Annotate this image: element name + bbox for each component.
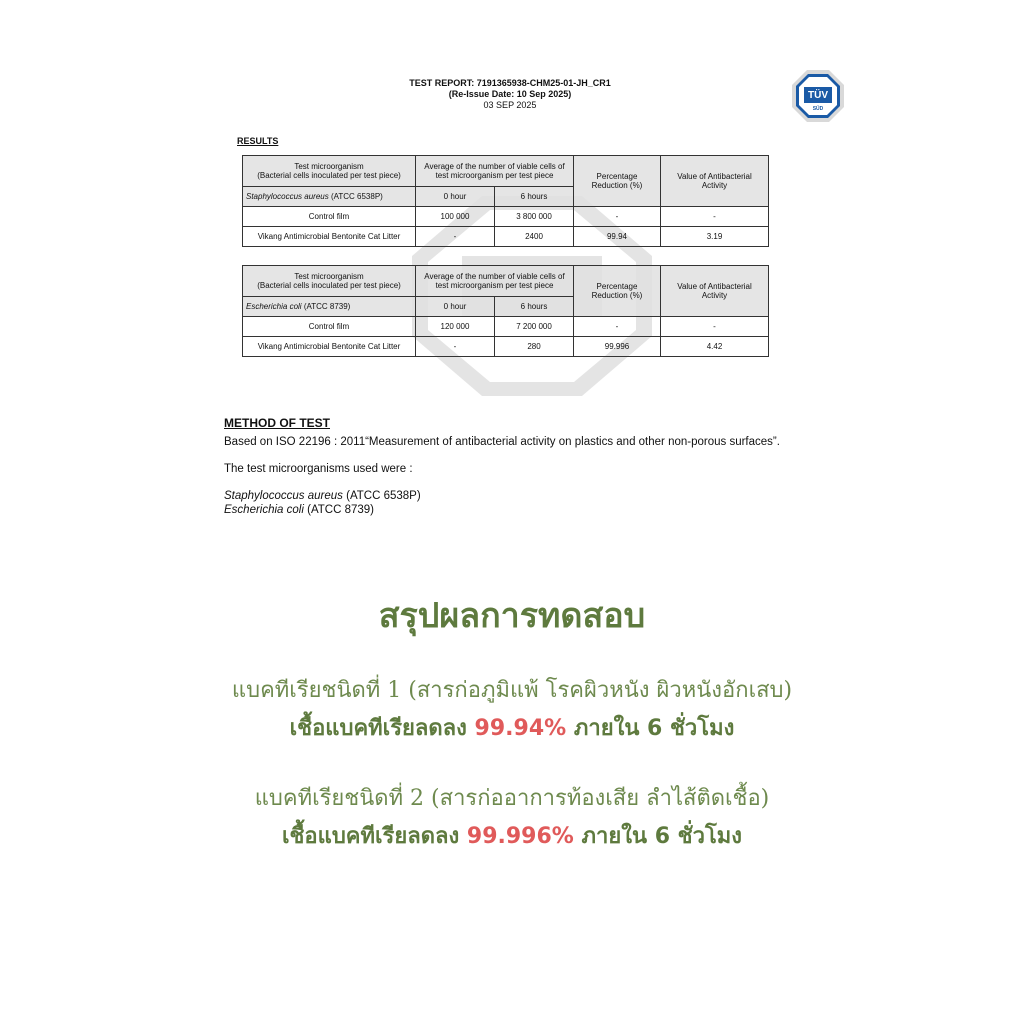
results-label: RESULTS [237, 136, 279, 146]
header-percentage: Percentage Reduction (%) [574, 266, 661, 317]
method-used-intro: The test microorganisms used were : [224, 463, 413, 475]
method-basis: Based on ISO 22196 : 2011“Measurement of antibacterial activity on plastics and other non-porous surfaces”. [224, 436, 780, 448]
header-microorganism: Test microorganism (Bacterial cells inoculated per test piece) [243, 156, 416, 187]
results-table-2 [242, 265, 769, 357]
header-0-hour: 0 hour [416, 187, 495, 207]
report-number: TEST REPORT: 7191365938-CHM25-01-JH_CR1 [409, 78, 611, 88]
bacteria-1-description: แบคทีเรียชนิดที่ 1 (สารก่อภูมิแพ้ โรคผิวหนัง ผิวหนังอักเสบ) [231, 678, 793, 703]
bacteria-1-result: เชื้อแบคทีเรียลดลง 99.94% ภายใน 6 ชั่วโมง [289, 716, 735, 741]
header-microorganism: Test microorganism (Bacterial cells inoculated per test piece) [243, 266, 416, 297]
header-antibacterial: Value of Antibacterial Activity [661, 156, 769, 207]
bacteria-2-result: เชื้อแบคทีเรียลดลง 99.996% ภายใน 6 ชั่วโมง [281, 824, 743, 849]
bacteria-1-percentage: 99.94% [474, 716, 567, 741]
header-percentage: Percentage Reduction (%) [574, 156, 661, 207]
logo-text-top: TÜV [808, 90, 828, 101]
method-organism-1: Staphylococcus aureus (ATCC 6538P) [224, 490, 421, 502]
report-header [330, 78, 690, 111]
method-title: METHOD OF TEST [224, 416, 330, 430]
table-row: Vikang Antimicrobial Bentonite Cat Litter - 2400 99.94 3.19 [243, 227, 769, 247]
bacteria-2-description: แบคทีเรียชนิดที่ 2 (สารก่ออาการท้องเสีย ลำไส้ติดเชื้อ) [254, 786, 770, 811]
bacteria-2-percentage: 99.996% [466, 824, 574, 849]
reissue-date: (Re-Issue Date: 10 Sep 2025) [448, 89, 572, 99]
report-date: 03 SEP 2025 [483, 100, 537, 110]
table-row: Vikang Antimicrobial Bentonite Cat Litter - 280 99.996 4.42 [243, 337, 769, 357]
summary-title: สรุปผลการทดสอบ [378, 597, 646, 635]
header-antibacterial: Value of Antibacterial Activity [661, 266, 769, 317]
header-6-hours: 6 hours [495, 187, 574, 207]
results-table-1 [242, 155, 769, 247]
logo-text-bottom: SÜD [812, 106, 824, 112]
method-of-test [224, 416, 780, 517]
table-row: Control film 120 000 7 200 000 - - [243, 317, 769, 337]
header-0-hour: 0 hour [416, 297, 495, 317]
tuv-sud-logo-icon [790, 68, 846, 124]
header-average: Average of the number of viable cells of test microorganism per test piece [416, 156, 574, 187]
method-organism-2: Escherichia coli (ATCC 8739) [224, 504, 374, 516]
header-6-hours: 6 hours [495, 297, 574, 317]
table-row: Control film 100 000 3 800 000 - - [243, 207, 769, 227]
organism-cell: Staphylococcus aureus (ATCC 6538P) [243, 187, 416, 207]
organism-cell: Escherichia coli (ATCC 8739) [243, 297, 416, 317]
header-average: Average of the number of viable cells of test microorganism per test piece [416, 266, 574, 297]
